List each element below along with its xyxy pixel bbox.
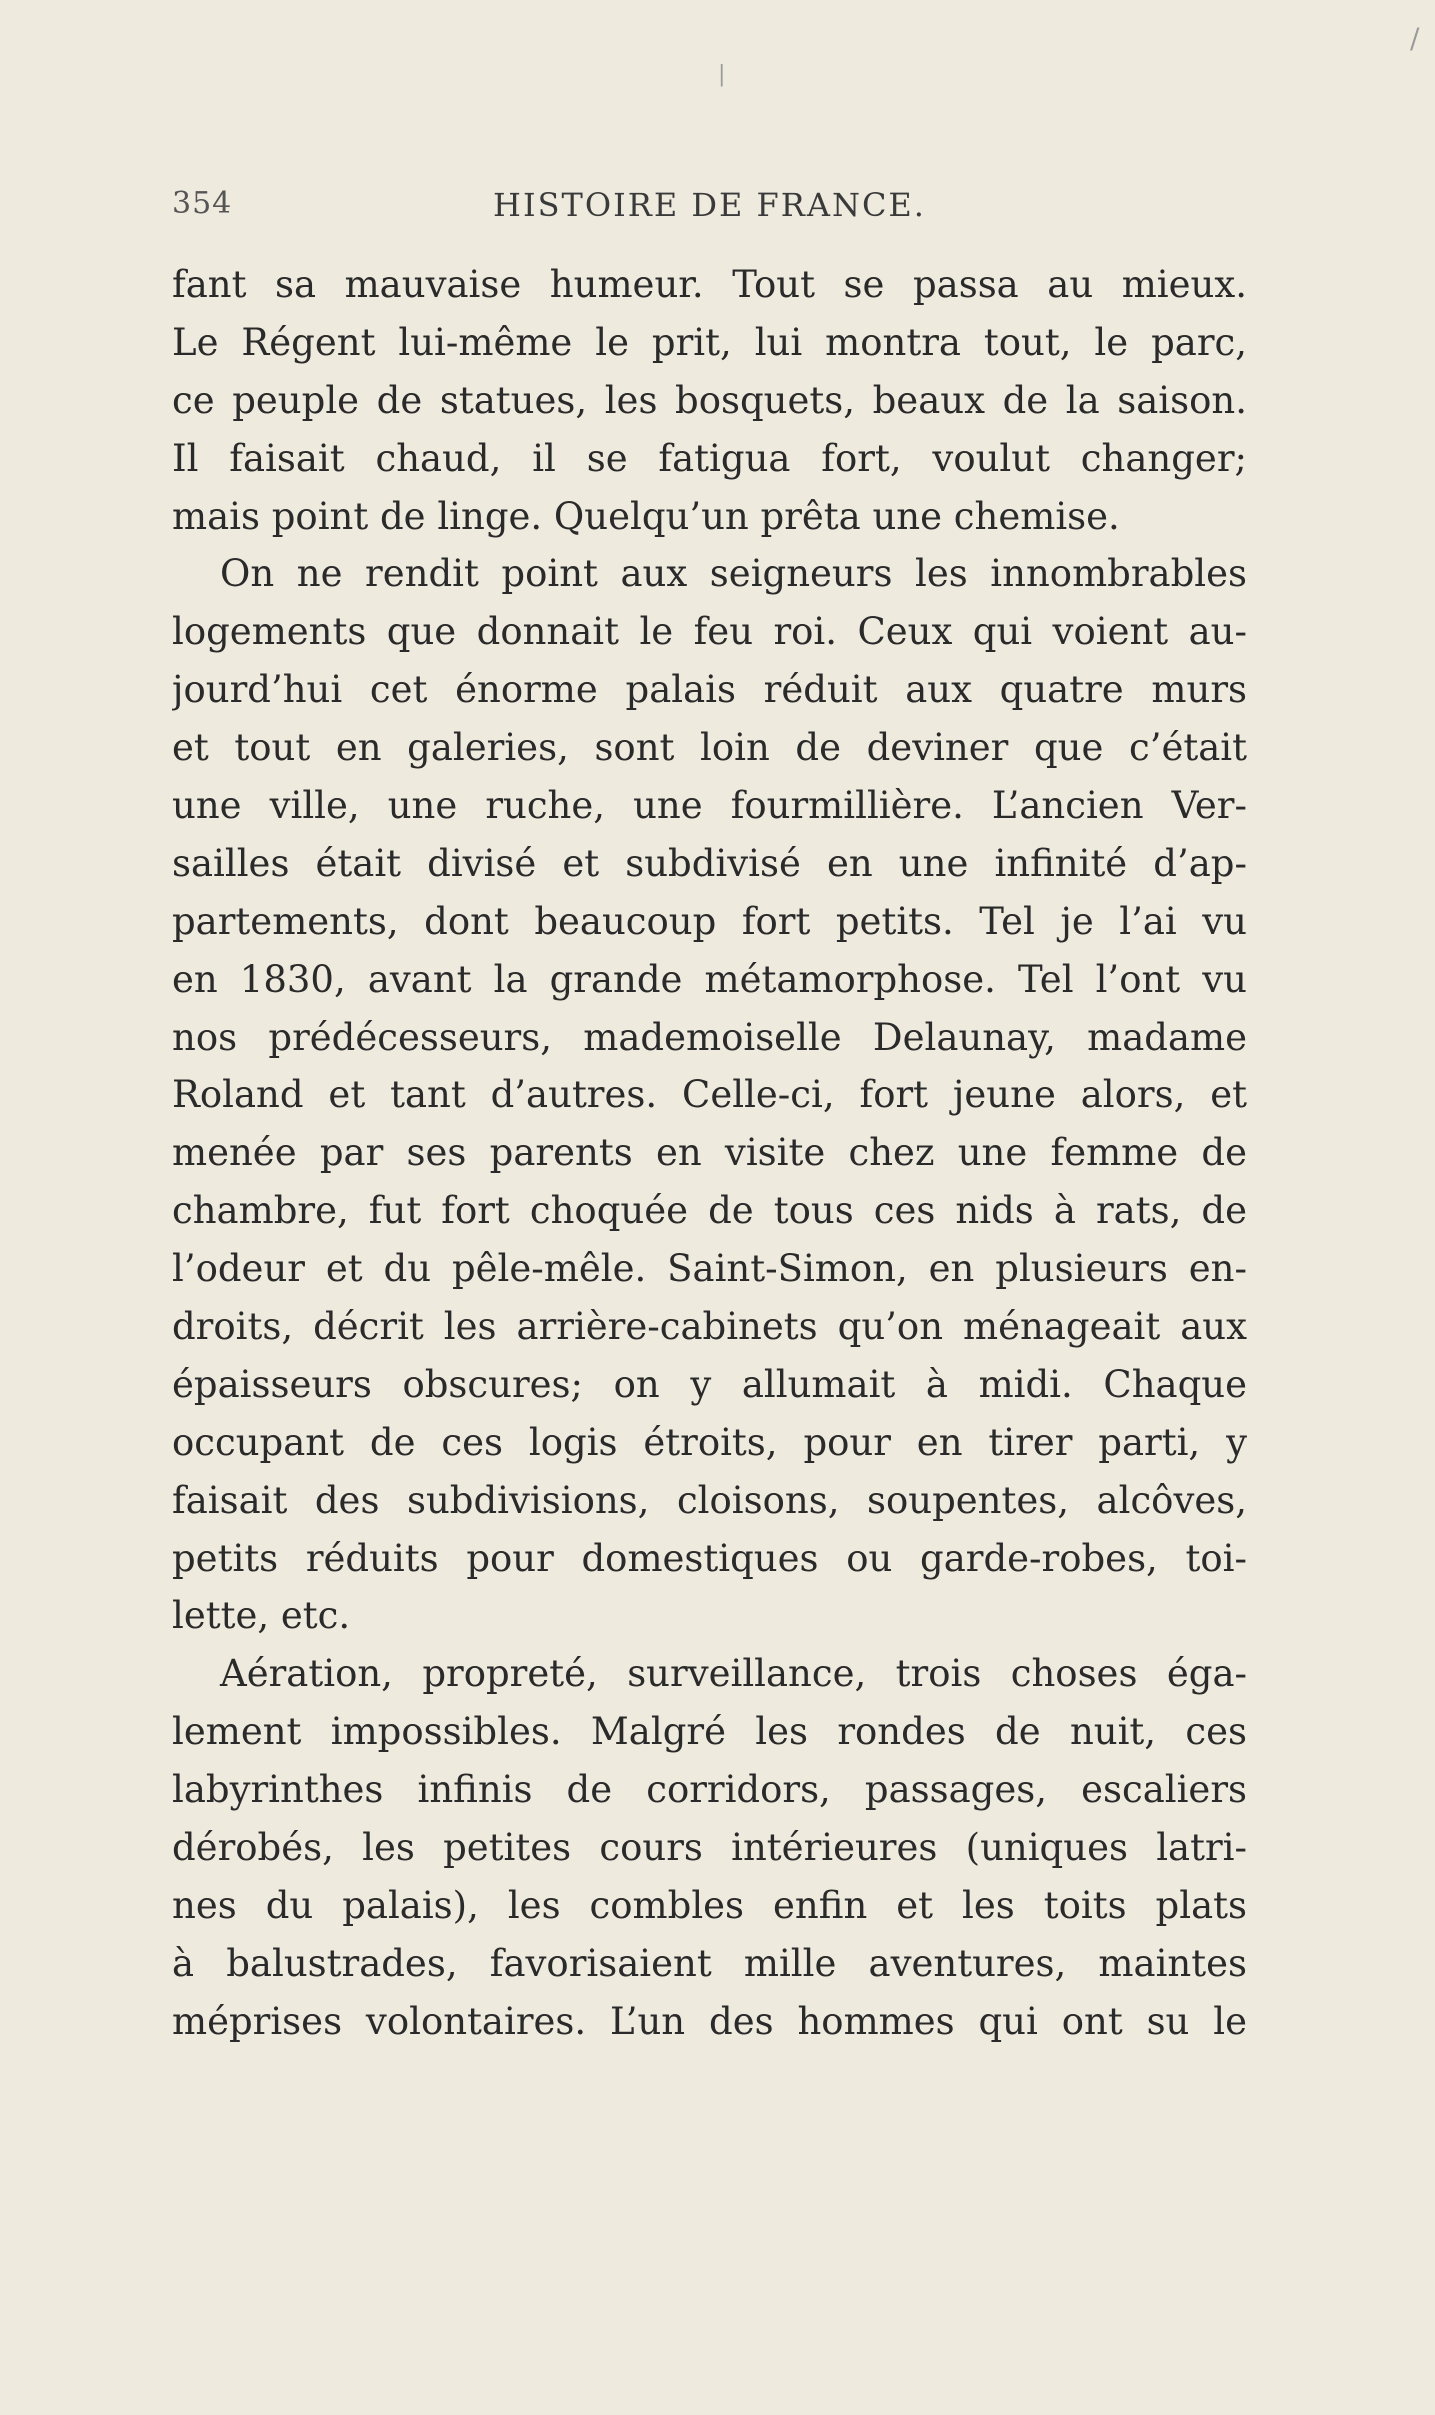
paragraph-start-line: On ne rendit point aux seigneurs les innombrables xyxy=(220,552,1247,596)
text-line: ce peuple de statues, les bosquets, beaux de la saison. xyxy=(172,378,1247,422)
text-line: Il faisait chaud, il se fatigua fort, voulut changer; xyxy=(172,436,1247,480)
text-line: logements que donnait le feu roi. Ceux qui voient au- xyxy=(172,610,1247,654)
text-line: et tout en galeries, sont loin de deviner que c’était xyxy=(172,726,1247,770)
margin-speck: / xyxy=(1410,22,1420,55)
body-text xyxy=(172,256,1247,2051)
text-line: petits réduits pour domestiques ou garde-robes, toi- xyxy=(172,1536,1247,1580)
text-line: jourd’hui cet énorme palais réduit aux quatre murs xyxy=(172,668,1247,712)
text-line: méprises volontaires. L’un des hommes qui ont su le xyxy=(172,1999,1247,2043)
running-title: HISTOIRE DE FRANCE. xyxy=(493,186,926,224)
text-line: à balustrades, favorisaient mille aventures, maintes xyxy=(172,1941,1247,1985)
text-line: droits, décrit les arrière-cabinets qu’on ménageait aux xyxy=(172,1305,1247,1349)
text-line: mais point de linge. Quelqu’un prêta une chemise. xyxy=(172,494,1120,538)
text-line: en 1830, avant la grande métamorphose. Tel l’ont vu xyxy=(172,957,1247,1001)
text-line: nes du palais), les combles enfin et les toits plats xyxy=(172,1883,1247,1927)
text-line: lette, etc. xyxy=(172,1594,351,1638)
text-line: Le Régent lui-même le prit, lui montra tout, le parc, xyxy=(172,320,1247,364)
text-line: labyrinthes infinis de corridors, passages, escaliers xyxy=(172,1768,1247,1812)
text-line: chambre, fut fort choquée de tous ces nids à rats, de xyxy=(172,1189,1247,1233)
text-line: lement impossibles. Malgré les rondes de nuit, ces xyxy=(172,1710,1247,1754)
margin-speck: | xyxy=(718,62,726,87)
text-line: faisait des subdivisions, cloisons, soupentes, alcôves, xyxy=(172,1478,1247,1522)
running-head xyxy=(172,182,1247,242)
text-line: dérobés, les petites cours intérieures (uniques latri- xyxy=(172,1826,1247,1870)
text-line: une ville, une ruche, une fourmillière. L’ancien Ver- xyxy=(172,784,1247,828)
text-line: Roland et tant d’autres. Celle-ci, fort jeune alors, et xyxy=(172,1073,1247,1117)
text-line: occupant de ces logis étroits, pour en tirer parti, y xyxy=(172,1420,1247,1464)
text-line: menée par ses parents en visite chez une femme de xyxy=(172,1131,1247,1175)
page-number: 354 xyxy=(172,186,233,221)
text-line: partements, dont beaucoup fort petits. Tel je l’ai vu xyxy=(172,899,1247,943)
text-line: épaisseurs obscures; on y allumait à midi. Chaque xyxy=(172,1362,1247,1406)
paragraph-start-line: Aération, propreté, surveillance, trois choses éga- xyxy=(220,1652,1247,1696)
text-line: sailles était divisé et subdivisé en une infinité d’ap- xyxy=(172,841,1247,885)
text-line: nos prédécesseurs, mademoiselle Delaunay, madame xyxy=(172,1015,1247,1059)
text-line: fant sa mauvaise humeur. Tout se passa au mieux. xyxy=(172,263,1247,306)
text-line: l’odeur et du pêle-mêle. Saint-Simon, en plusieurs en- xyxy=(172,1247,1247,1291)
